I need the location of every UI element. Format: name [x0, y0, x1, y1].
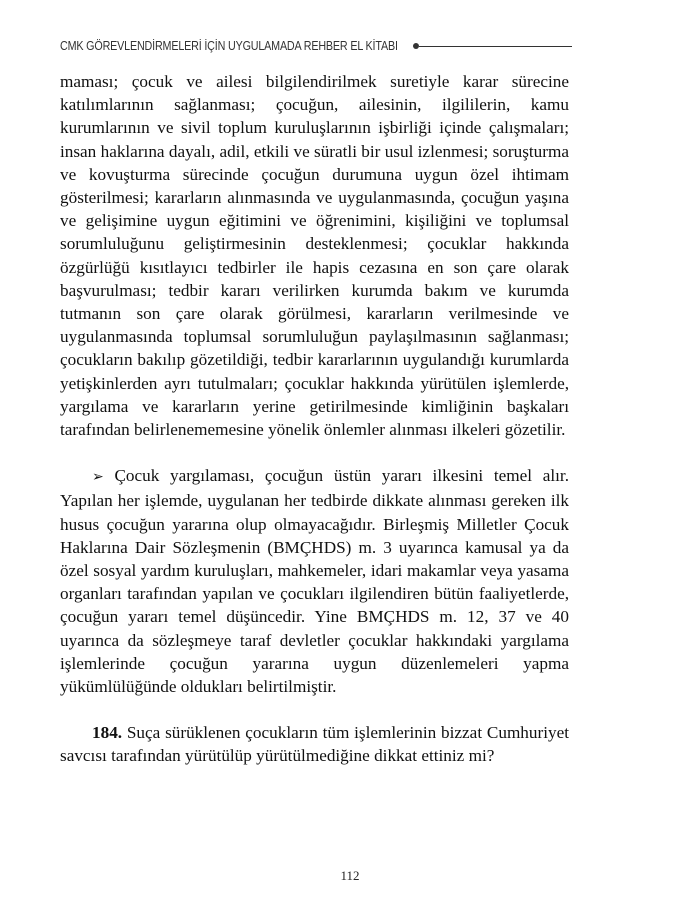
page-body: [60, 70, 569, 768]
question-184: [60, 721, 569, 767]
paragraph-continuation: maması; çocuk ve ailesi bilgilendirilmek suretiyle karar sürecine katılımlarının sağlanması; çocuğun, ailesinin, ilgililerin, kamu kurumlarının ve sivil toplum kuruluşlarının işbirliği içinde çalışmaları; insan haklarına dayalı, adil, etkili ve süratli bir usul izlenmesi; soruşturma ve kovuşturma sürecinde çocuğun durumuna uygun özel ihtimam gösterilmesi; kararların alınmasında ve uygulanmasında, çocuğun yaşına ve gelişimine uygun eğitimini ve öğrenimini, kişiliğini ve toplumsal sorumluluğunu geliştirmesinin desteklenmesi; çocuklar hakkında özgürlüğü kısıtlayıcı tedbirler ile hapis cezasına en son çare olarak başvurulması; tedbir kararı verilirken kurumda bakım ve kurumda tutmanın son çare olarak görülmesi, kararların verilmesinde ve uygulanmasında toplumsal sorumluluğun paylaşılmasının sağlanması; çocukların bakılıp gözetildiği, tedbir kararlarının uygulandığı kurumlarda yetişkinlerden ayrı tutulmaları; çocuklar hakkında yürütülen işlemlerde, yargılama ve kararların yerine getirilmesinde kimliğinin başkaları tarafından belirlenememesine yönelik önlemler alınması ilkeleri gözetilir.: [60, 72, 569, 440]
page-number: 112: [340, 868, 360, 883]
paragraph-child-best-interest: [60, 464, 569, 698]
paragraph-child-best-interest-text: Çocuk yargılaması, çocuğun üstün yararı ilkesini temel alır. Yapılan her işlemde, uygulanan her tedbirde dikkate alınması gereken ilk husus çocuğun yararına olup olmayacağıdır. Birleşmiş Milletler Çocuk Haklarına Dair Sözleşmenin (BMÇHDS) m. 3 uyarınca kamusal ya da özel sosyal yardım kuruluşları, mahkemeler, idari makamlar veya yasama organları tarafından yapılan ve çocukları ilgilendiren bütün faaliyetlerde, çocuğun yararı temel düşüncedir. Yine BMÇHDS m. 12, 37 ve 40 uyarınca da sözleşmeye taraf devletler çocuklar hakkındaki yargılama işlemlerinde çocuğun yararına uygun düzenlemeleri yapma yükümlülüğünde oldukları belirtilmiştir.: [60, 466, 569, 697]
question-text: Suça sürüklenen çocukların tüm işlemlerinin bizzat Cumhuriyet savcısı tarafından yürütülüp yürütülmediğine dikkat ettiniz mi?: [60, 723, 569, 766]
arrow-bullet-icon: ➢: [92, 469, 104, 486]
running-header: [60, 36, 572, 56]
question-number: 184.: [92, 723, 123, 743]
header-rule: [419, 46, 572, 47]
running-title: CMK GÖREVLENDİRMELERİ İÇİN UYGULAMADA REHBER EL KİTABI: [60, 39, 398, 53]
